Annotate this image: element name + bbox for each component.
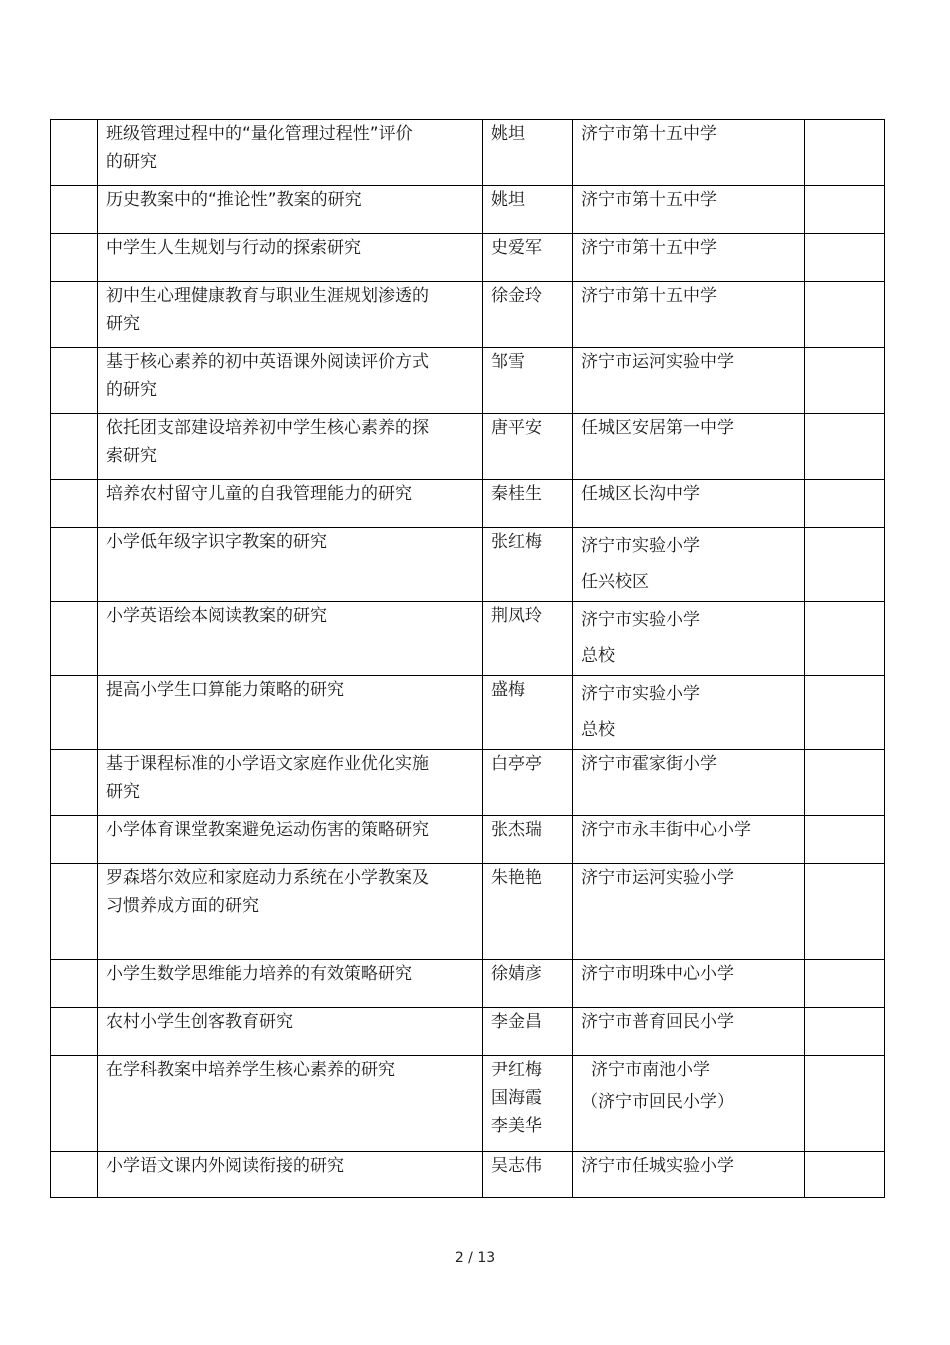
note-cell bbox=[805, 186, 885, 234]
title-cell: 提高小学生口算能力策略的研究 bbox=[98, 676, 483, 750]
number-cell bbox=[51, 602, 98, 676]
author-cell: 史爱军 bbox=[483, 234, 573, 282]
table-row bbox=[51, 864, 885, 960]
school-cell: 济宁市运河实验小学 bbox=[573, 864, 805, 960]
number-cell bbox=[51, 960, 98, 1008]
note-cell bbox=[805, 676, 885, 750]
table-row bbox=[51, 234, 885, 282]
number-cell bbox=[51, 282, 98, 348]
number-cell bbox=[51, 234, 98, 282]
number-cell bbox=[51, 414, 98, 480]
table-row bbox=[51, 750, 885, 816]
title-cell: 罗森塔尔效应和家庭动力系统在小学教案及 习惯养成方面的研究 bbox=[98, 864, 483, 960]
note-cell bbox=[805, 348, 885, 414]
title-cell: 初中生心理健康教育与职业生涯规划渗透的 研究 bbox=[98, 282, 483, 348]
number-cell bbox=[51, 186, 98, 234]
table-row bbox=[51, 960, 885, 1008]
title-cell: 在学科教案中培养学生核心素养的研究 bbox=[98, 1056, 483, 1152]
author-cell: 徐金玲 bbox=[483, 282, 573, 348]
title-cell: 基于核心素养的初中英语课外阅读评价方式 的研究 bbox=[98, 348, 483, 414]
note-cell bbox=[805, 1152, 885, 1198]
note-cell bbox=[805, 480, 885, 528]
table-row bbox=[51, 480, 885, 528]
table-row bbox=[51, 602, 885, 676]
author-cell: 唐平安 bbox=[483, 414, 573, 480]
school-cell: 济宁市任城实验小学 bbox=[573, 1152, 805, 1198]
school-cell: 济宁市南池小学 （济宁市回民小学） bbox=[573, 1056, 805, 1152]
author-cell: 荆凤玲 bbox=[483, 602, 573, 676]
note-cell bbox=[805, 1008, 885, 1056]
school-cell: 济宁市实验小学 任兴校区 bbox=[573, 528, 805, 602]
note-cell bbox=[805, 750, 885, 816]
page-number: 2 / 13 bbox=[454, 1250, 496, 1266]
note-cell bbox=[805, 864, 885, 960]
school-cell: 济宁市第十五中学 bbox=[573, 234, 805, 282]
title-cell: 依托团支部建设培养初中学生核心素养的探 索研究 bbox=[98, 414, 483, 480]
author-cell: 姚坦 bbox=[483, 120, 573, 186]
author-cell: 张杰瑞 bbox=[483, 816, 573, 864]
title-cell: 小学语文课内外阅读衔接的研究 bbox=[98, 1152, 483, 1198]
school-cell: 济宁市第十五中学 bbox=[573, 186, 805, 234]
number-cell bbox=[51, 1152, 98, 1198]
author-cell: 张红梅 bbox=[483, 528, 573, 602]
research-topics-table bbox=[50, 119, 885, 1198]
number-cell bbox=[51, 676, 98, 750]
title-cell: 小学生数学思维能力培养的有效策略研究 bbox=[98, 960, 483, 1008]
note-cell bbox=[805, 1056, 885, 1152]
school-cell: 任城区长沟中学 bbox=[573, 480, 805, 528]
title-cell: 中学生人生规划与行动的探索研究 bbox=[98, 234, 483, 282]
author-cell: 姚坦 bbox=[483, 186, 573, 234]
number-cell bbox=[51, 864, 98, 960]
note-cell bbox=[805, 120, 885, 186]
school-cell: 济宁市实验小学 总校 bbox=[573, 602, 805, 676]
school-cell: 济宁市霍家街小学 bbox=[573, 750, 805, 816]
title-cell: 小学低年级字识字教案的研究 bbox=[98, 528, 483, 602]
number-cell bbox=[51, 1008, 98, 1056]
table-row bbox=[51, 282, 885, 348]
author-cell: 徐婧彦 bbox=[483, 960, 573, 1008]
table-row bbox=[51, 186, 885, 234]
author-cell: 吴志伟 bbox=[483, 1152, 573, 1198]
number-cell bbox=[51, 480, 98, 528]
school-cell: 济宁市运河实验中学 bbox=[573, 348, 805, 414]
table-row bbox=[51, 816, 885, 864]
note-cell bbox=[805, 816, 885, 864]
table-row bbox=[51, 1008, 885, 1056]
number-cell bbox=[51, 120, 98, 186]
number-cell bbox=[51, 528, 98, 602]
table-row bbox=[51, 1056, 885, 1152]
note-cell bbox=[805, 234, 885, 282]
author-cell: 邹雪 bbox=[483, 348, 573, 414]
school-cell: 济宁市明珠中心小学 bbox=[573, 960, 805, 1008]
school-cell: 济宁市普育回民小学 bbox=[573, 1008, 805, 1056]
note-cell bbox=[805, 528, 885, 602]
school-cell: 济宁市第十五中学 bbox=[573, 120, 805, 186]
title-cell: 历史教案中的“推论性”教案的研究 bbox=[98, 186, 483, 234]
table-row bbox=[51, 1152, 885, 1198]
school-cell: 任城区安居第一中学 bbox=[573, 414, 805, 480]
note-cell bbox=[805, 414, 885, 480]
title-cell: 培养农村留守儿童的自我管理能力的研究 bbox=[98, 480, 483, 528]
table-row bbox=[51, 348, 885, 414]
table-row bbox=[51, 528, 885, 602]
title-cell: 农村小学生创客教育研究 bbox=[98, 1008, 483, 1056]
school-cell: 济宁市永丰街中心小学 bbox=[573, 816, 805, 864]
number-cell bbox=[51, 816, 98, 864]
title-cell: 小学英语绘本阅读教案的研究 bbox=[98, 602, 483, 676]
note-cell bbox=[805, 960, 885, 1008]
number-cell bbox=[51, 1056, 98, 1152]
author-cell: 白亭亭 bbox=[483, 750, 573, 816]
author-cell: 李金昌 bbox=[483, 1008, 573, 1056]
note-cell bbox=[805, 282, 885, 348]
author-cell: 朱艳艳 bbox=[483, 864, 573, 960]
number-cell bbox=[51, 348, 98, 414]
table-row bbox=[51, 120, 885, 186]
title-cell: 班级管理过程中的“量化管理过程性”评价 的研究 bbox=[98, 120, 483, 186]
table-row bbox=[51, 414, 885, 480]
title-cell: 基于课程标准的小学语文家庭作业优化实施 研究 bbox=[98, 750, 483, 816]
number-cell bbox=[51, 750, 98, 816]
author-cell: 尹红梅 国海霞 李美华 bbox=[483, 1056, 573, 1152]
school-cell: 济宁市第十五中学 bbox=[573, 282, 805, 348]
author-cell: 秦桂生 bbox=[483, 480, 573, 528]
school-cell: 济宁市实验小学 总校 bbox=[573, 676, 805, 750]
title-cell: 小学体育课堂教案避免运动伤害的策略研究 bbox=[98, 816, 483, 864]
note-cell bbox=[805, 602, 885, 676]
author-cell: 盛梅 bbox=[483, 676, 573, 750]
table-row bbox=[51, 676, 885, 750]
